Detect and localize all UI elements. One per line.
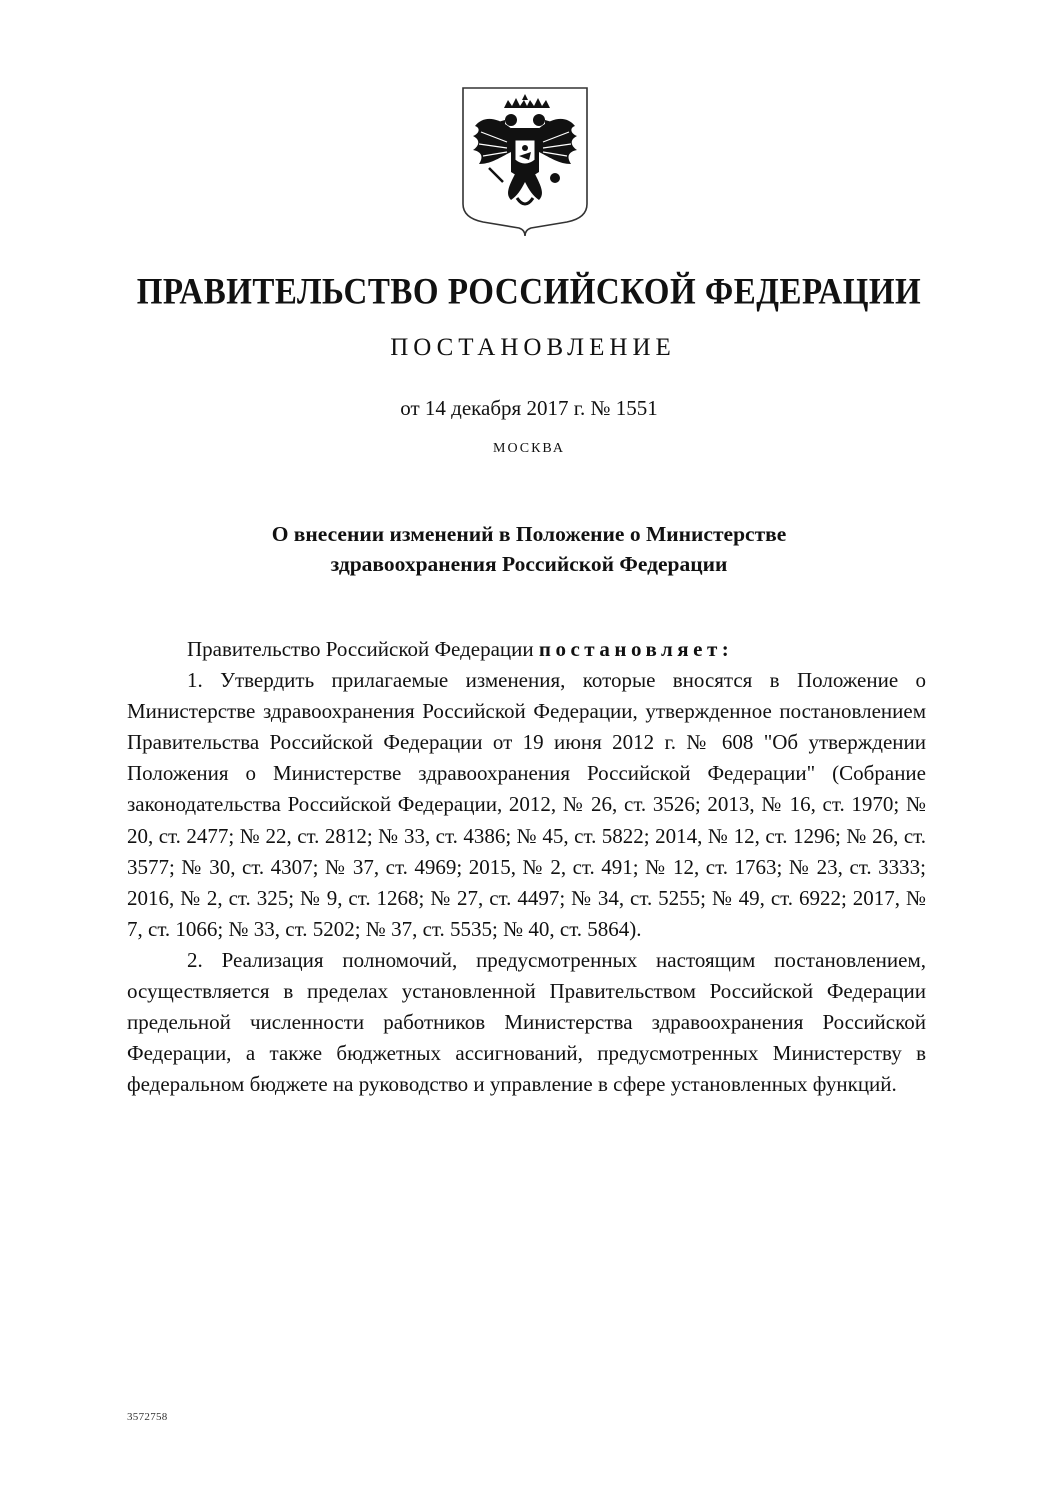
document-subject — [0, 519, 1058, 579]
subject-line-1: О внесении изменений в Положение о Министерстве — [271, 522, 787, 546]
document-date-number: от 14 декабря 2017 г. № 1551 — [400, 396, 658, 420]
document-body — [127, 634, 926, 1100]
intro-paragraph — [127, 634, 926, 665]
item-2-paragraph: 2. Реализация полномочий, предусмотренных настоящим постановлением, осуществляется в пределах установленной Правительством Российской Федерации предельной численности работников Министерства здравоохранения Российской Федерации, а также бюджетных ассигнований, предусмотренных Министерству в федеральном бюджете на руководство и управление в сфере установленных функций. — [127, 947, 926, 1097]
document-city: МОСКВА — [493, 441, 565, 456]
intro-prefix: Правительство Российской Федерации — [187, 637, 534, 661]
coat-of-arms-icon — [459, 86, 591, 238]
intro-verb: постановляет: — [538, 637, 734, 661]
document-type: ПОСТАНОВЛЕНИЕ — [390, 334, 676, 361]
government-title: ПРАВИТЕЛЬСТВО РОССИЙСКОЙ ФЕДЕРАЦИИ — [136, 272, 922, 313]
footer-document-code: 3572758 — [127, 1411, 168, 1423]
subject-line-2: здравоохранения Российской Федерации — [330, 552, 728, 576]
item-1-paragraph: 1. Утвердить прилагаемые изменения, которые вносятся в Положение о Министерстве здравоохранения Российской Федерации, утвержденное постановлением Правительства Российской Федерации от 19 июня 2012 г. № 608 "Об утверждении Положения о Министерстве здравоохранения Российской Федерации" (Собрание законодательства Российской Федерации, 2012, № 26, ст. 3526; 2013, № 16, ст. 1970; № 20, ст. 2477; № 22, ст. 2812; № 33, ст. 4386; № 45, ст. 5822; 2014, № 12, ст. 1296; № 26, ст. 3577; № 30, ст. 4307; № 37, ст. 4969; 2015, № 2, ст. 491; № 12, ст. 1763; № 23, ст. 3333; 2016, № 2, ст. 325; № 9, ст. 1268; № 27, ст. 4497; № 34, ст. 5255; № 49, ст. 6922; 2017, № 7, ст. 1066; № 33, ст. 5202; № 37, ст. 5535; № 40, ст. 5864). — [127, 668, 926, 941]
